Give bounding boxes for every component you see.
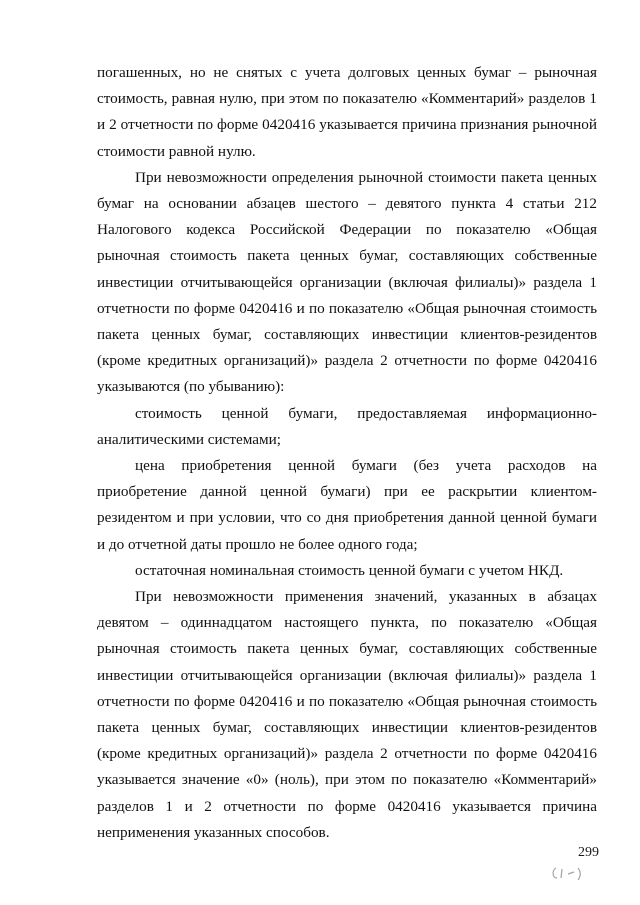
paragraph-6: При невозможности применения значений, указанных в абзацах девятом – одиннадцатом настоящего пункта, по показателю «Общая рыночная стоимость пакета ценных бумаг, составляющих собственные инвестиции отчитывающейся организации (включая филиалы)» раздела 1 отчетности по форме 0420416 и по показателю «Общая рыночная стоимость пакета ценных бумаг, составляющих инвестиции клиентов-резидентов (кроме кредитных организаций)» раздела 2 отчетности по форме 0420416 указывается значение «0» (ноль), при этом по показателю «Комментарий» разделов 1 и 2 отчетности по форме 0420416 указывается причина неприменения указанных способов. <box>97 588 597 841</box>
paragraph-2: При невозможности определения рыночной стоимости пакета ценных бумаг на основании абзацев шестого – девятого пункта 4 статьи 212 Налогового кодекса Российской Федерации по показателю «Общая рыночная стоимость пакета ценных бумаг, составляющих собственные инвестиции отчитывающейся организации (включая филиалы)» раздела 1 отчетности по форме 0420416 и по показателю «Общая рыночная стоимость пакета ценных бумаг, составляющих инвестиции клиентов-резидентов (кроме кредитных организаций)» раздела 2 отчетности по форме 0420416 указываются (по убыванию): <box>97 168 597 396</box>
paragraph-1: погашенных, но не снятых с учета долговых ценных бумаг – рыночная стоимость, равная нулю, при этом по показателю «Комментарий» разделов 1 и 2 отчетности по форме 0420416 указывается причина признания рыночной стоимости равной нулю. <box>97 64 597 160</box>
body-text <box>97 60 597 846</box>
handwritten-mark-icon <box>548 856 598 886</box>
paragraph-4: цена приобретения ценной бумаги (без учета расходов на приобретение данной ценной бумаги) при ее раскрытии клиентом-резидентом и при условии, что со дня приобретения данной ценной бумаги и до отчетной даты прошло не более одного года; <box>97 457 597 553</box>
paragraph-3: стоимость ценной бумаги, предоставляемая информационно-аналитическими системами; <box>97 404 597 448</box>
paragraph-5: остаточная номинальная стоимость ценной бумаги с учетом НКД. <box>135 561 564 579</box>
page-number: 299 <box>578 845 599 860</box>
